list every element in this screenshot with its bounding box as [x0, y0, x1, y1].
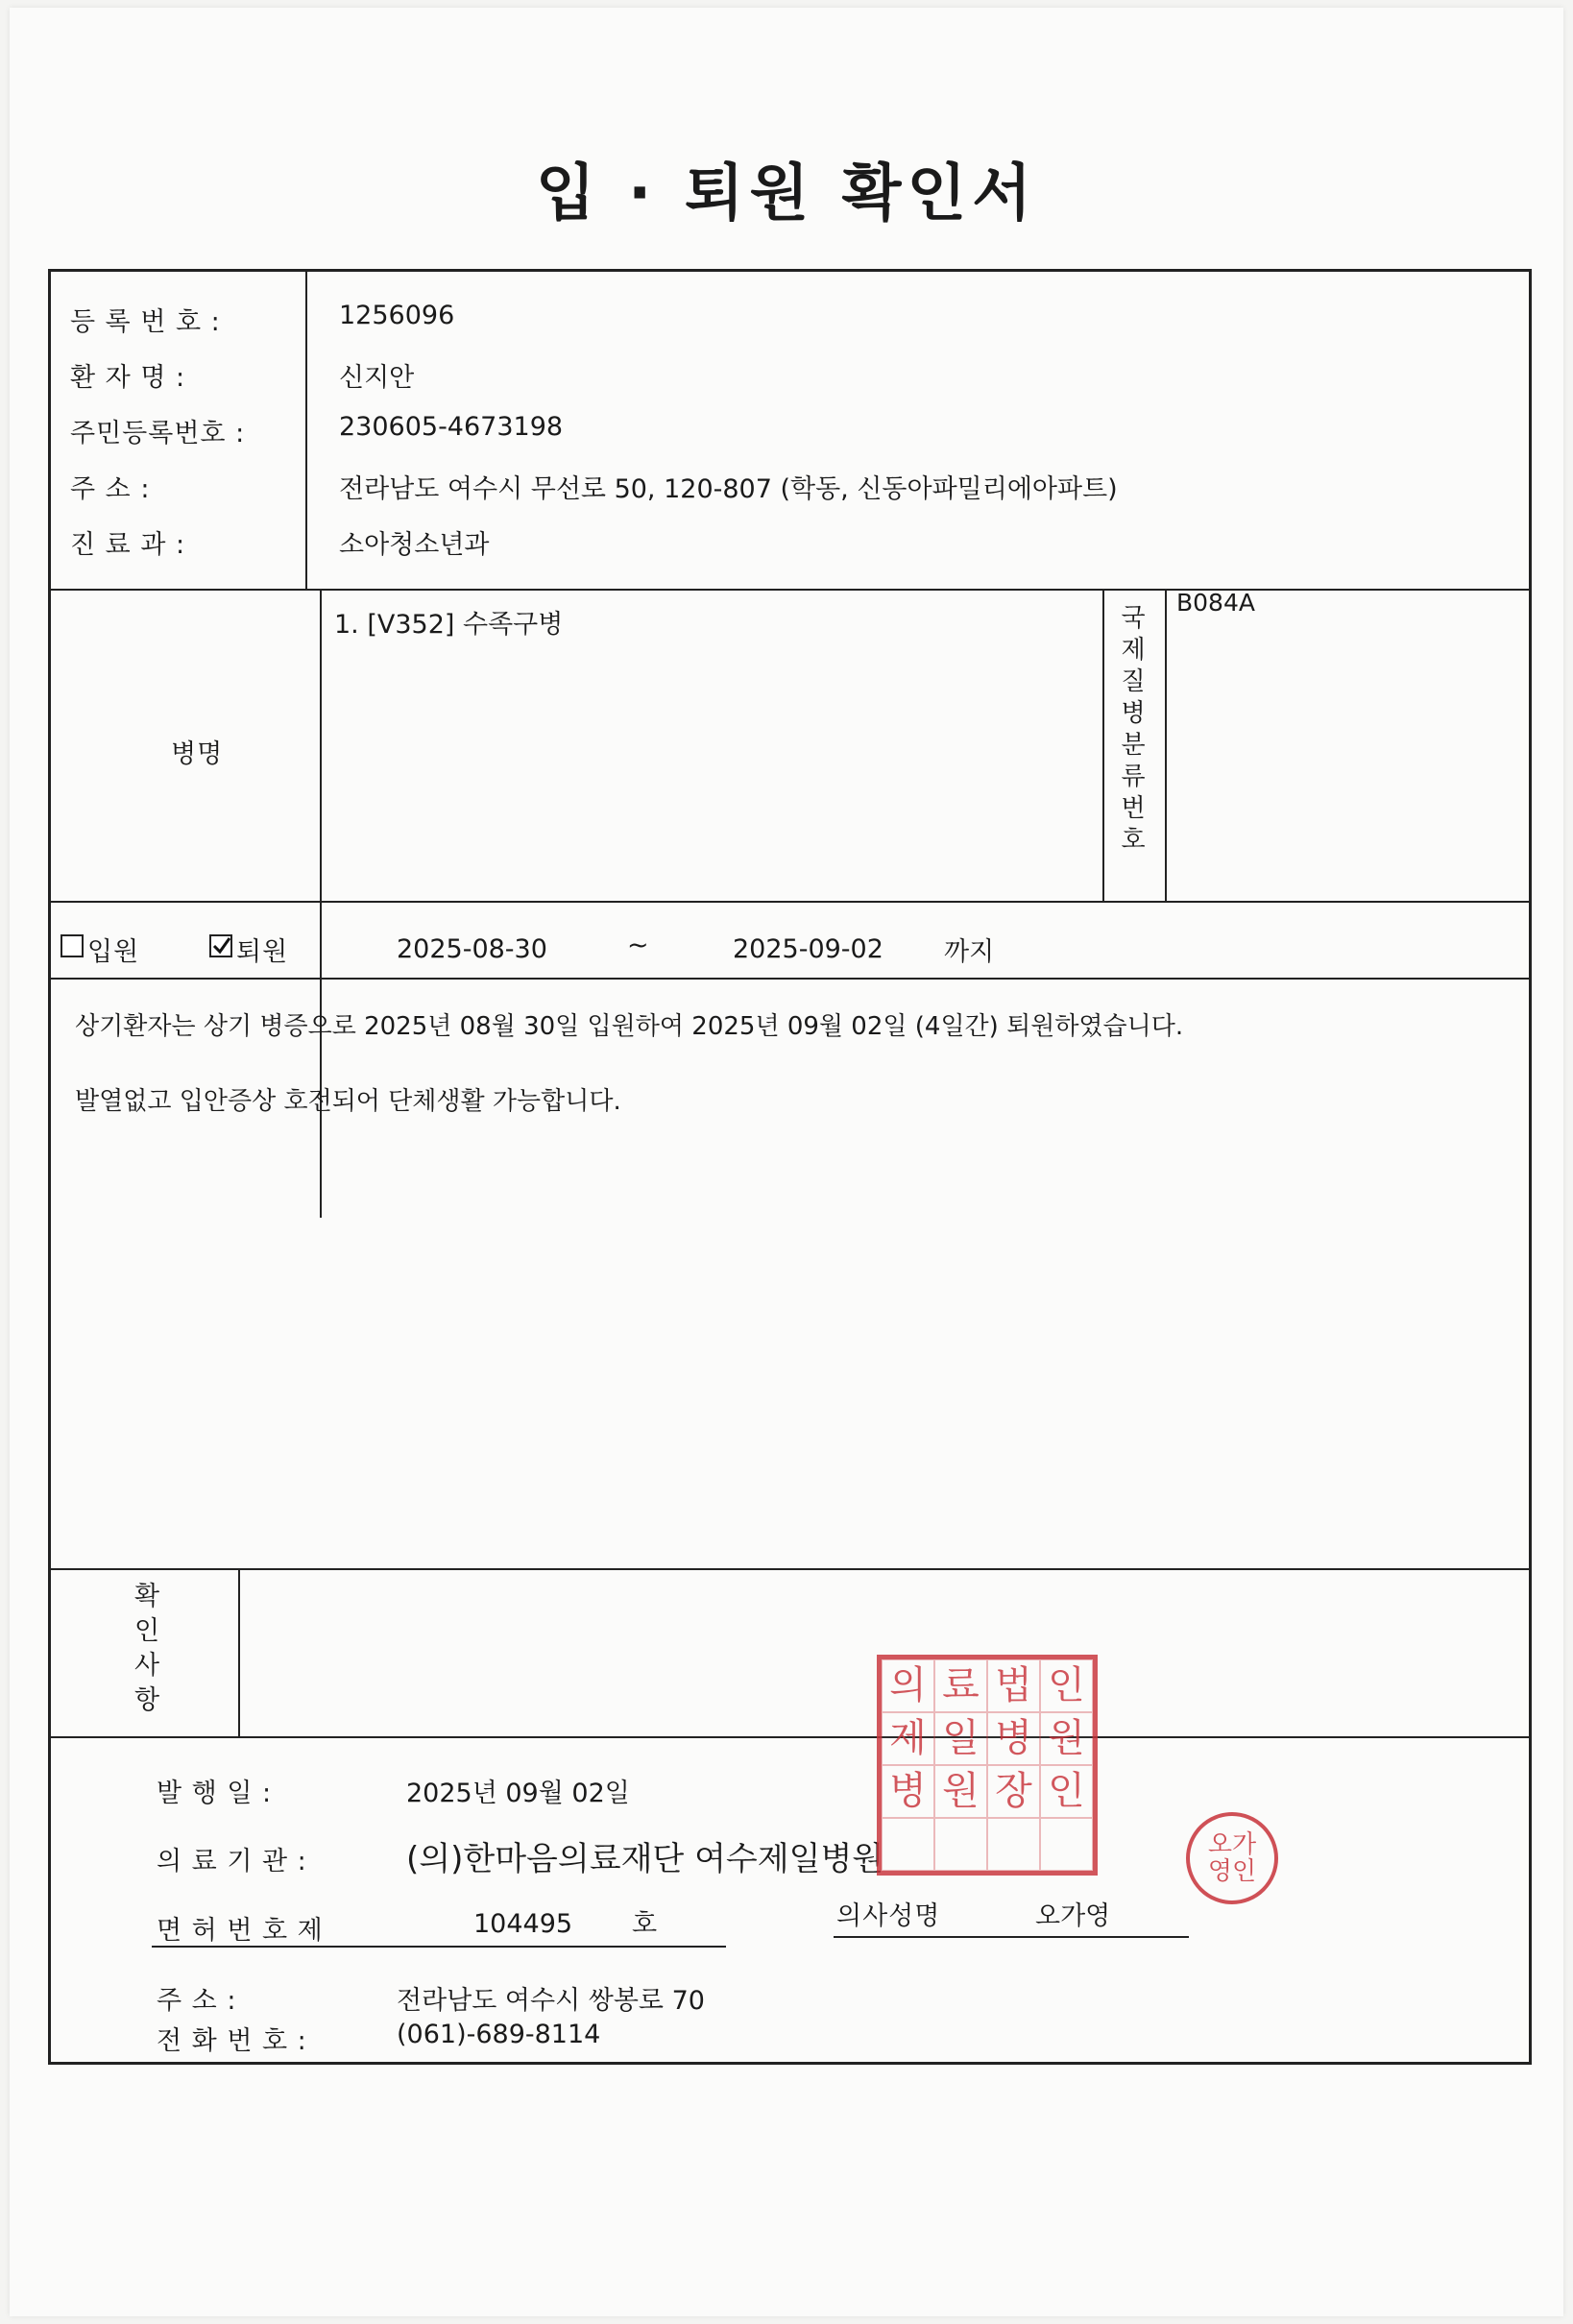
reg-no-label: 등 록 번 호 :: [70, 307, 221, 337]
row-divider: [51, 978, 1530, 980]
doctor-seal-stamp: 오가 영인: [1186, 1812, 1278, 1904]
period-tilde: ~: [627, 931, 649, 960]
doctor-underline: [834, 1936, 1189, 1938]
institution-label: 의 료 기 관 :: [157, 1847, 307, 1876]
icd-divider-left: [1102, 589, 1104, 901]
patient-name-value: 신지안: [339, 363, 415, 393]
license-suffix: 호: [632, 1909, 658, 1939]
dept-label: 진 료 과 :: [70, 530, 186, 560]
address-value: 전라남도 여수시 무선로 50, 120-807 (학동, 신동아파밀리에아파트): [339, 474, 1118, 504]
phone-value: (061)-689-8114: [397, 2020, 601, 2049]
row-divider: [51, 1736, 1530, 1738]
hospital-seal-stamp: 의 료 법 인 제 일 병 원 병 원 장 인: [877, 1655, 1098, 1876]
patient-name-label: 환 자 명 :: [70, 363, 186, 393]
confirm-label: 확인사항: [133, 1582, 160, 1715]
diagnosis-label: 병명: [171, 739, 224, 769]
doctor-name: 오가영: [1035, 1901, 1111, 1931]
license-underline: [152, 1946, 726, 1948]
discharge-checkbox[interactable]: [209, 934, 232, 957]
rrn-value: 230605-4673198: [339, 412, 564, 442]
icd-label: 국제질병분류번호: [1121, 604, 1146, 855]
issuer-address-value: 전라남도 여수시 쌍봉로 70: [397, 1986, 705, 2016]
discharge-label: 퇴원: [236, 937, 289, 967]
icd-code: B084A: [1176, 589, 1255, 617]
row-divider: [51, 1568, 1530, 1570]
issue-date-value: 2025년 09월 02일: [406, 1779, 630, 1808]
phone-label: 전 화 번 호 :: [157, 2026, 307, 2056]
dept-value: 소아청소년과: [339, 530, 490, 560]
admit-label: 입원: [87, 937, 140, 967]
address-label: 주 소 :: [70, 474, 151, 504]
reg-no-value: 1256096: [339, 301, 455, 330]
diagnosis-item: 1. [V352] 수족구병: [334, 610, 564, 640]
remarks-line-1: 상기환자는 상기 병증으로 2025년 08월 30일 입원하여 2025년 09월 02일 (4일간) 퇴원하였습니다.: [75, 1012, 1184, 1041]
remarks-line-2: 발열없고 입안증상 호전되어 단체생활 가능합니다.: [75, 1087, 621, 1116]
info-divider: [305, 272, 307, 589]
doctor-label: 의사성명: [836, 1901, 941, 1931]
institution-value: (의)한마음의료재단 여수제일병원: [406, 1840, 884, 1878]
period-until: 까지: [944, 937, 995, 967]
period-start: 2025-08-30: [397, 934, 547, 964]
issuer-address-label: 주 소 :: [157, 1986, 237, 2016]
license-number: 104495: [473, 1909, 573, 1939]
row-divider: [51, 901, 1530, 903]
admit-checkbox[interactable]: [60, 934, 84, 957]
certificate-form: [48, 269, 1532, 2065]
license-label: 면 허 번 호 제: [157, 1916, 324, 1946]
diagnosis-divider: [320, 589, 322, 1218]
icd-divider-right: [1165, 589, 1167, 901]
confirm-divider: [238, 1568, 240, 1736]
check-icon: [212, 936, 231, 956]
rrn-label: 주민등록번호 :: [70, 419, 246, 448]
row-divider: [51, 589, 1530, 591]
issue-date-label: 발 행 일 :: [157, 1779, 273, 1808]
period-end: 2025-09-02: [733, 934, 883, 964]
document-title: 입 · 퇴원 확인서: [535, 158, 1038, 230]
